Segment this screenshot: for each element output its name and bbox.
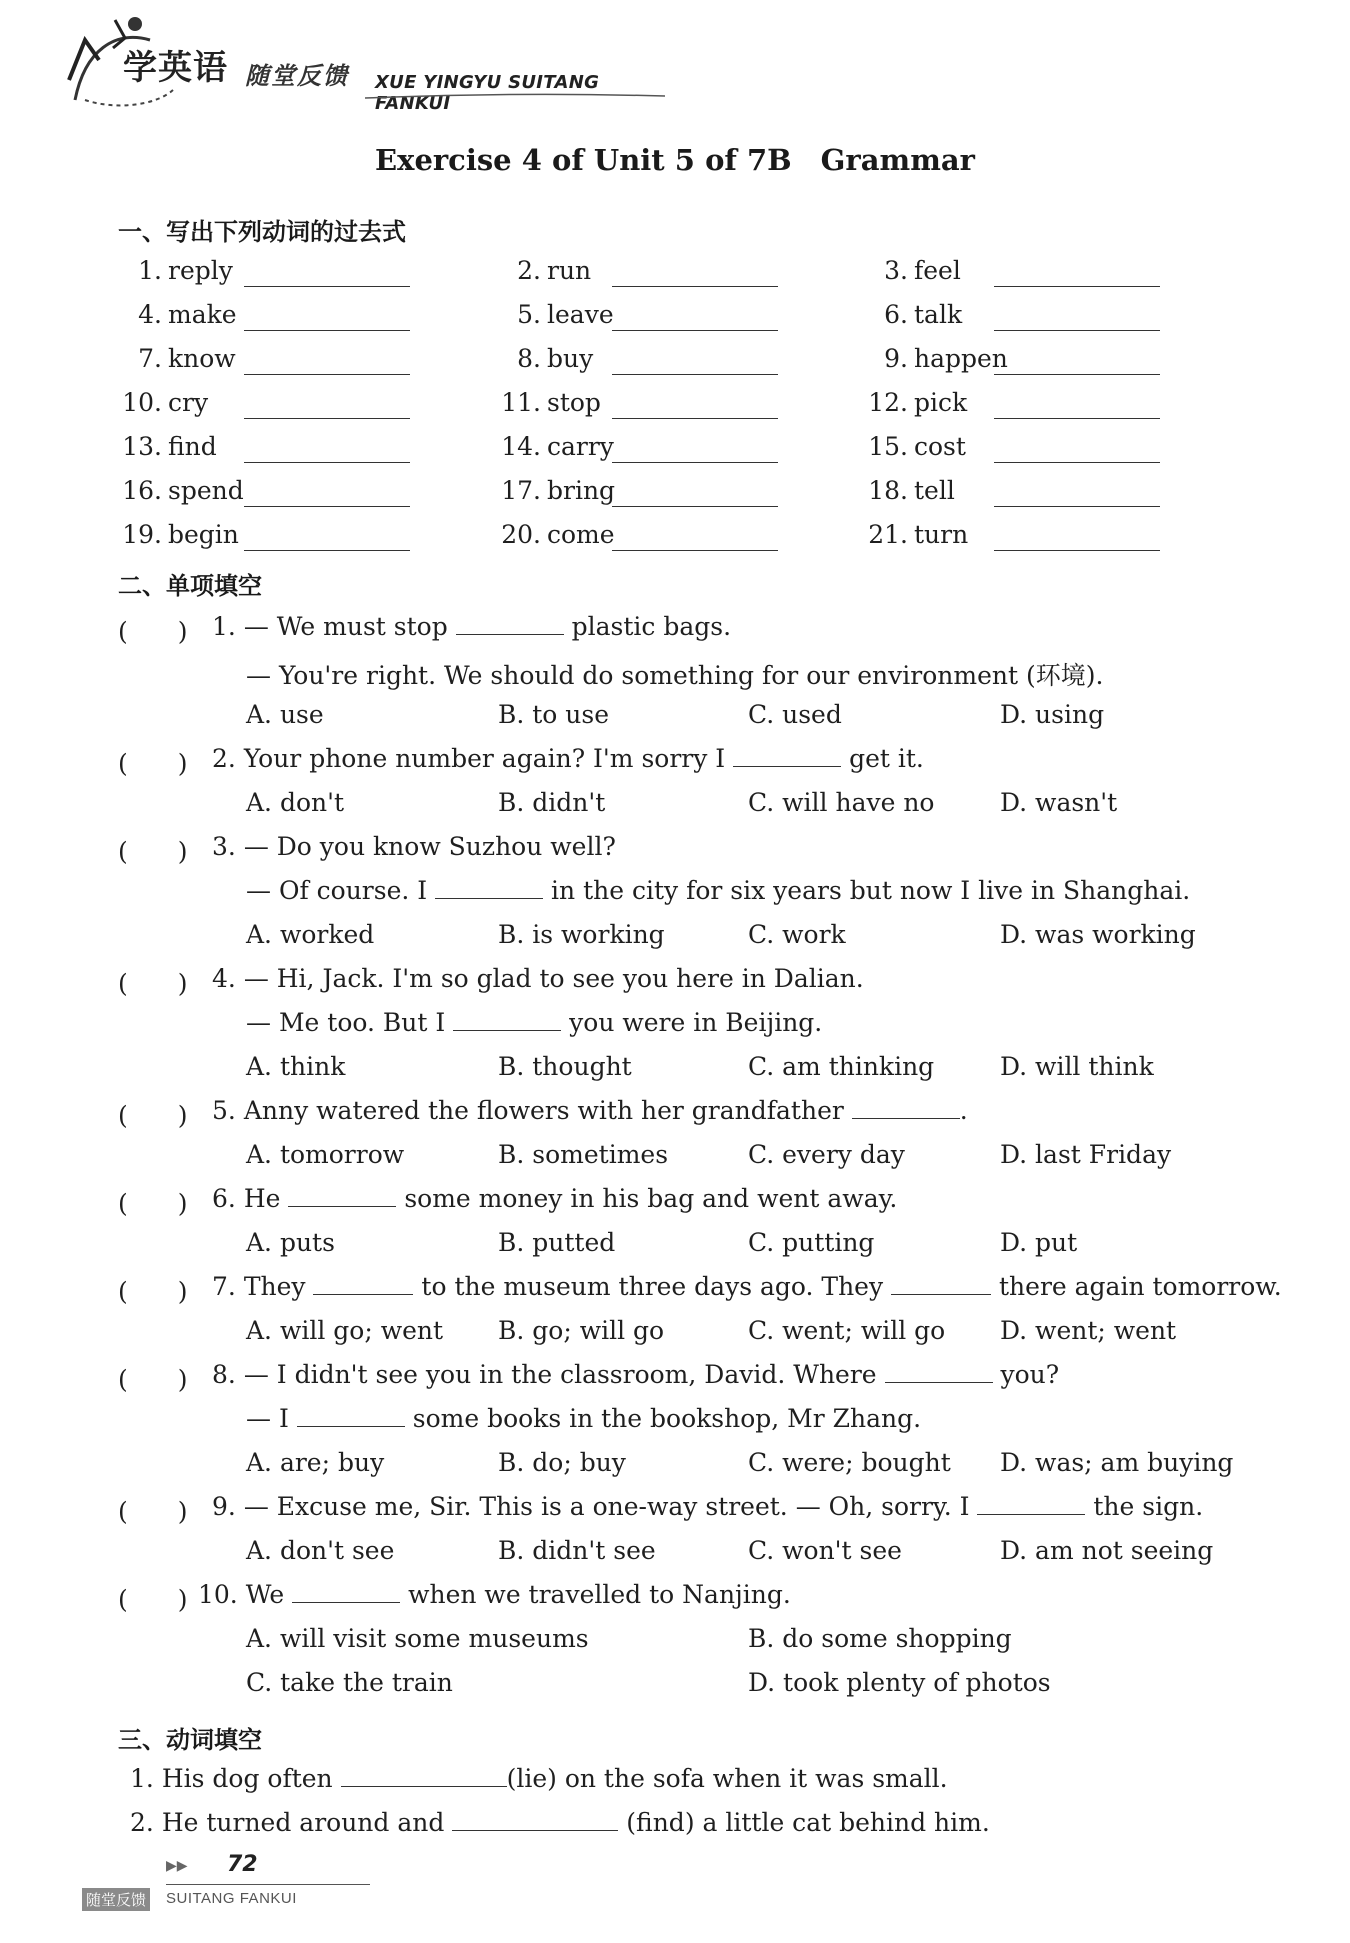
verb-number: 5. <box>517 300 541 329</box>
option[interactable]: B. thought <box>498 1052 632 1081</box>
sentence-1: 1. His dog often (lie) on the sofa when it was small. <box>130 1764 948 1793</box>
answer-line[interactable] <box>612 550 778 551</box>
question-10: 10. We when we travelled to Nanjing. <box>198 1580 791 1609</box>
blank[interactable] <box>452 1808 618 1831</box>
verb-item <box>497 344 593 373</box>
answer-bracket[interactable]: ( ) <box>118 1585 188 1614</box>
option[interactable]: D. was; am buying <box>1000 1448 1234 1477</box>
sentence-2: 2. He turned around and (find) a little cat behind him. <box>130 1808 990 1837</box>
option[interactable]: C. work <box>748 920 846 949</box>
answer-line[interactable] <box>612 462 778 463</box>
option[interactable]: C. every day <box>748 1140 905 1169</box>
option[interactable]: B. to use <box>498 700 610 729</box>
verb-word: begin <box>168 520 239 549</box>
option[interactable]: B. do some shopping <box>748 1624 1012 1653</box>
verb-item <box>118 344 236 373</box>
blank[interactable] <box>292 1580 400 1603</box>
verb-number: 19. <box>122 520 162 549</box>
arrow-icon: ▶▶ <box>166 1858 188 1874</box>
verb-word: come <box>547 520 615 549</box>
verb-number: 3. <box>884 256 908 285</box>
answer-line[interactable] <box>994 462 1160 463</box>
option[interactable]: A. will go; went <box>246 1316 444 1345</box>
verb-number: 8. <box>517 344 541 373</box>
blank[interactable] <box>891 1272 991 1295</box>
header <box>55 10 675 114</box>
option[interactable]: C. am thinking <box>748 1052 935 1081</box>
verb-word: cry <box>168 388 209 417</box>
option[interactable]: D. was working <box>1000 920 1196 949</box>
option[interactable]: B. is working <box>498 920 665 949</box>
option[interactable]: C. putting <box>748 1228 875 1257</box>
option[interactable]: D. am not seeing <box>1000 1536 1214 1565</box>
verb-number: 17. <box>501 476 541 505</box>
blank[interactable] <box>733 744 841 767</box>
question-9: 9. — Excuse me, Sir. This is a one-way street. — Oh, sorry. I the sign. <box>212 1492 1204 1521</box>
verb-item <box>118 432 217 461</box>
answer-line[interactable] <box>994 330 1160 331</box>
verb-number: 13. <box>122 432 162 461</box>
answer-line[interactable] <box>994 286 1160 287</box>
verb-number: 9. <box>884 344 908 373</box>
verb-word: buy <box>547 344 594 373</box>
blank[interactable] <box>288 1184 396 1207</box>
option[interactable]: A. use <box>246 700 324 729</box>
verb-word: leave <box>547 300 614 329</box>
answer-line[interactable] <box>244 418 410 419</box>
answer-line[interactable] <box>612 286 778 287</box>
answer-bracket[interactable]: ( ) <box>118 1365 188 1394</box>
option[interactable]: A. don't see <box>246 1536 395 1565</box>
verb-item <box>864 520 968 549</box>
question-3: 3. — Do you know Suzhou well? <box>212 832 616 861</box>
verb-word: carry <box>547 432 614 461</box>
blank[interactable] <box>313 1272 413 1295</box>
verb-word: run <box>547 256 592 285</box>
option[interactable]: B. didn't <box>498 788 606 817</box>
verb-number: 12. <box>868 388 908 417</box>
verb-word: feel <box>914 256 961 285</box>
verb-word: tell <box>914 476 955 505</box>
question-1: 1. — We must stop plastic bags. <box>212 612 732 641</box>
footer-badge: 随堂反馈 <box>82 1888 150 1911</box>
blank[interactable] <box>885 1360 993 1383</box>
verb-word: bring <box>547 476 616 505</box>
option[interactable]: A. tomorrow <box>246 1140 405 1169</box>
option[interactable]: B. putted <box>498 1228 616 1257</box>
verb-word: know <box>168 344 236 373</box>
verb-word: find <box>168 432 217 461</box>
answer-line[interactable] <box>612 330 778 331</box>
option[interactable]: B. didn't see <box>498 1536 656 1565</box>
answer-line[interactable] <box>244 286 410 287</box>
answer-line[interactable] <box>994 550 1160 551</box>
blank[interactable] <box>977 1492 1085 1515</box>
header-underline-icon <box>365 92 665 104</box>
brand-english: XUE YINGYU SUITANG FANKUI <box>375 72 600 114</box>
option[interactable]: A. puts <box>246 1228 335 1257</box>
verb-word: make <box>168 300 237 329</box>
option[interactable]: C. used <box>748 700 842 729</box>
option[interactable]: A. are; buy <box>246 1448 385 1477</box>
verb-number: 10. <box>122 388 162 417</box>
question-1-line2: — You're right. We should do something for our environment (环境). <box>246 661 1104 690</box>
verb-item <box>118 520 239 549</box>
answer-line[interactable] <box>994 418 1160 419</box>
question-4-line2: — Me too. But I you were in Beijing. <box>246 1008 823 1037</box>
brand-chinese: 学英语 <box>123 48 228 88</box>
option[interactable]: D. went; went <box>1000 1316 1177 1345</box>
blank[interactable] <box>435 876 543 899</box>
verb-number: 18. <box>868 476 908 505</box>
option[interactable]: D. put <box>1000 1228 1078 1257</box>
verb-number: 1. <box>138 256 162 285</box>
verb-word: reply <box>168 256 233 285</box>
option[interactable]: B. sometimes <box>498 1140 669 1169</box>
verb-number: 14. <box>501 432 541 461</box>
verb-word: stop <box>547 388 601 417</box>
blank[interactable] <box>341 1764 507 1787</box>
answer-bracket[interactable]: ( ) <box>118 617 188 646</box>
verb-number: 20. <box>501 520 541 549</box>
answer-bracket[interactable]: ( ) <box>118 969 188 998</box>
option[interactable]: D. last Friday <box>1000 1140 1172 1169</box>
verb-number: 11. <box>501 388 541 417</box>
answer-bracket[interactable]: ( ) <box>118 837 188 866</box>
question-8: 8. — I didn't see you in the classroom, David. Where you? <box>212 1360 1060 1389</box>
option[interactable]: C. were; bought <box>748 1448 951 1477</box>
answer-bracket[interactable]: ( ) <box>118 1497 188 1526</box>
verb-number: 21. <box>868 520 908 549</box>
answer-line[interactable] <box>244 462 410 463</box>
page-number: 72 <box>227 1852 258 1877</box>
verb-number: 2. <box>517 256 541 285</box>
verb-item <box>864 476 955 505</box>
verb-item <box>497 432 614 461</box>
blank[interactable] <box>453 1008 561 1031</box>
verb-item <box>497 388 601 417</box>
verb-item <box>864 344 1008 373</box>
option[interactable]: A. will visit some museums <box>246 1624 589 1653</box>
verb-word: spend <box>168 476 244 505</box>
verb-item <box>864 300 962 329</box>
verb-item <box>864 432 966 461</box>
verb-item <box>118 256 233 285</box>
page-title: Exercise 4 of Unit 5 of 7B Grammar <box>375 143 975 177</box>
verb-item <box>497 520 615 549</box>
answer-line[interactable] <box>612 374 778 375</box>
brand-handwritten: 随堂反馈 <box>245 62 349 90</box>
verb-item <box>497 256 591 285</box>
verb-item <box>497 300 614 329</box>
answer-line[interactable] <box>244 330 410 331</box>
option[interactable]: D. took plenty of photos <box>748 1668 1051 1697</box>
footer-divider <box>166 1884 370 1885</box>
verb-item <box>118 476 244 505</box>
option[interactable]: D. will think <box>1000 1052 1154 1081</box>
blank[interactable] <box>852 1096 960 1119</box>
verb-word: turn <box>914 520 969 549</box>
verb-item <box>118 300 237 329</box>
answer-bracket[interactable]: ( ) <box>118 1277 188 1306</box>
answer-bracket[interactable]: ( ) <box>118 749 188 778</box>
option[interactable]: C. take the train <box>246 1668 453 1697</box>
option[interactable]: B. go; will go <box>498 1316 665 1345</box>
answer-line[interactable] <box>994 506 1160 507</box>
verb-word: pick <box>914 388 968 417</box>
blank[interactable] <box>456 612 564 635</box>
option[interactable]: A. think <box>246 1052 346 1081</box>
option[interactable]: D. using <box>1000 700 1105 729</box>
part3-heading: 三、动词填空 <box>118 1726 262 1754</box>
option[interactable]: C. will have no <box>748 788 935 817</box>
question-7: 7. They to the museum three days ago. They there again tomorrow. <box>212 1272 1282 1301</box>
footer <box>82 1852 382 1922</box>
option[interactable]: C. won't see <box>748 1536 902 1565</box>
verb-item <box>497 476 615 505</box>
option[interactable]: B. do; buy <box>498 1448 626 1477</box>
option[interactable]: A. don't <box>246 788 345 817</box>
answer-line[interactable] <box>612 506 778 507</box>
part1-heading: 一、写出下列动词的过去式 <box>118 218 406 246</box>
answer-line[interactable] <box>244 550 410 551</box>
question-3-line2: — Of course. I in the city for six years but now I live in Shanghai. <box>246 876 1191 905</box>
verb-number: 6. <box>884 300 908 329</box>
answer-bracket[interactable]: ( ) <box>118 1189 188 1218</box>
verb-number: 15. <box>868 432 908 461</box>
verb-word: happen <box>914 344 1008 373</box>
verb-item <box>118 388 208 417</box>
answer-line[interactable] <box>244 506 410 507</box>
footer-english: SUITANG FANKUI <box>166 1890 297 1907</box>
verb-number: 4. <box>138 300 162 329</box>
verb-word: talk <box>914 300 963 329</box>
option[interactable]: A. worked <box>246 920 375 949</box>
blank[interactable] <box>297 1404 405 1427</box>
option[interactable]: D. wasn't <box>1000 788 1118 817</box>
question-6: 6. He some money in his bag and went away. <box>212 1184 898 1213</box>
option[interactable]: C. went; will go <box>748 1316 946 1345</box>
verb-number: 7. <box>138 344 162 373</box>
verb-word: cost <box>914 432 966 461</box>
verb-item <box>864 388 967 417</box>
answer-bracket[interactable]: ( ) <box>118 1101 188 1130</box>
answer-line[interactable] <box>612 418 778 419</box>
question-8-line2: — I some books in the bookshop, Mr Zhang. <box>246 1404 922 1433</box>
verb-number: 16. <box>122 476 162 505</box>
question-2: 2. Your phone number again? I'm sorry I get it. <box>212 744 924 773</box>
answer-line[interactable] <box>244 374 410 375</box>
question-5: 5. Anny watered the flowers with her grandfather . <box>212 1096 968 1125</box>
question-4: 4. — Hi, Jack. I'm so glad to see you here in Dalian. <box>212 964 864 993</box>
answer-line[interactable] <box>994 374 1160 375</box>
verb-item <box>864 256 961 285</box>
part2-heading: 二、单项填空 <box>118 572 262 600</box>
